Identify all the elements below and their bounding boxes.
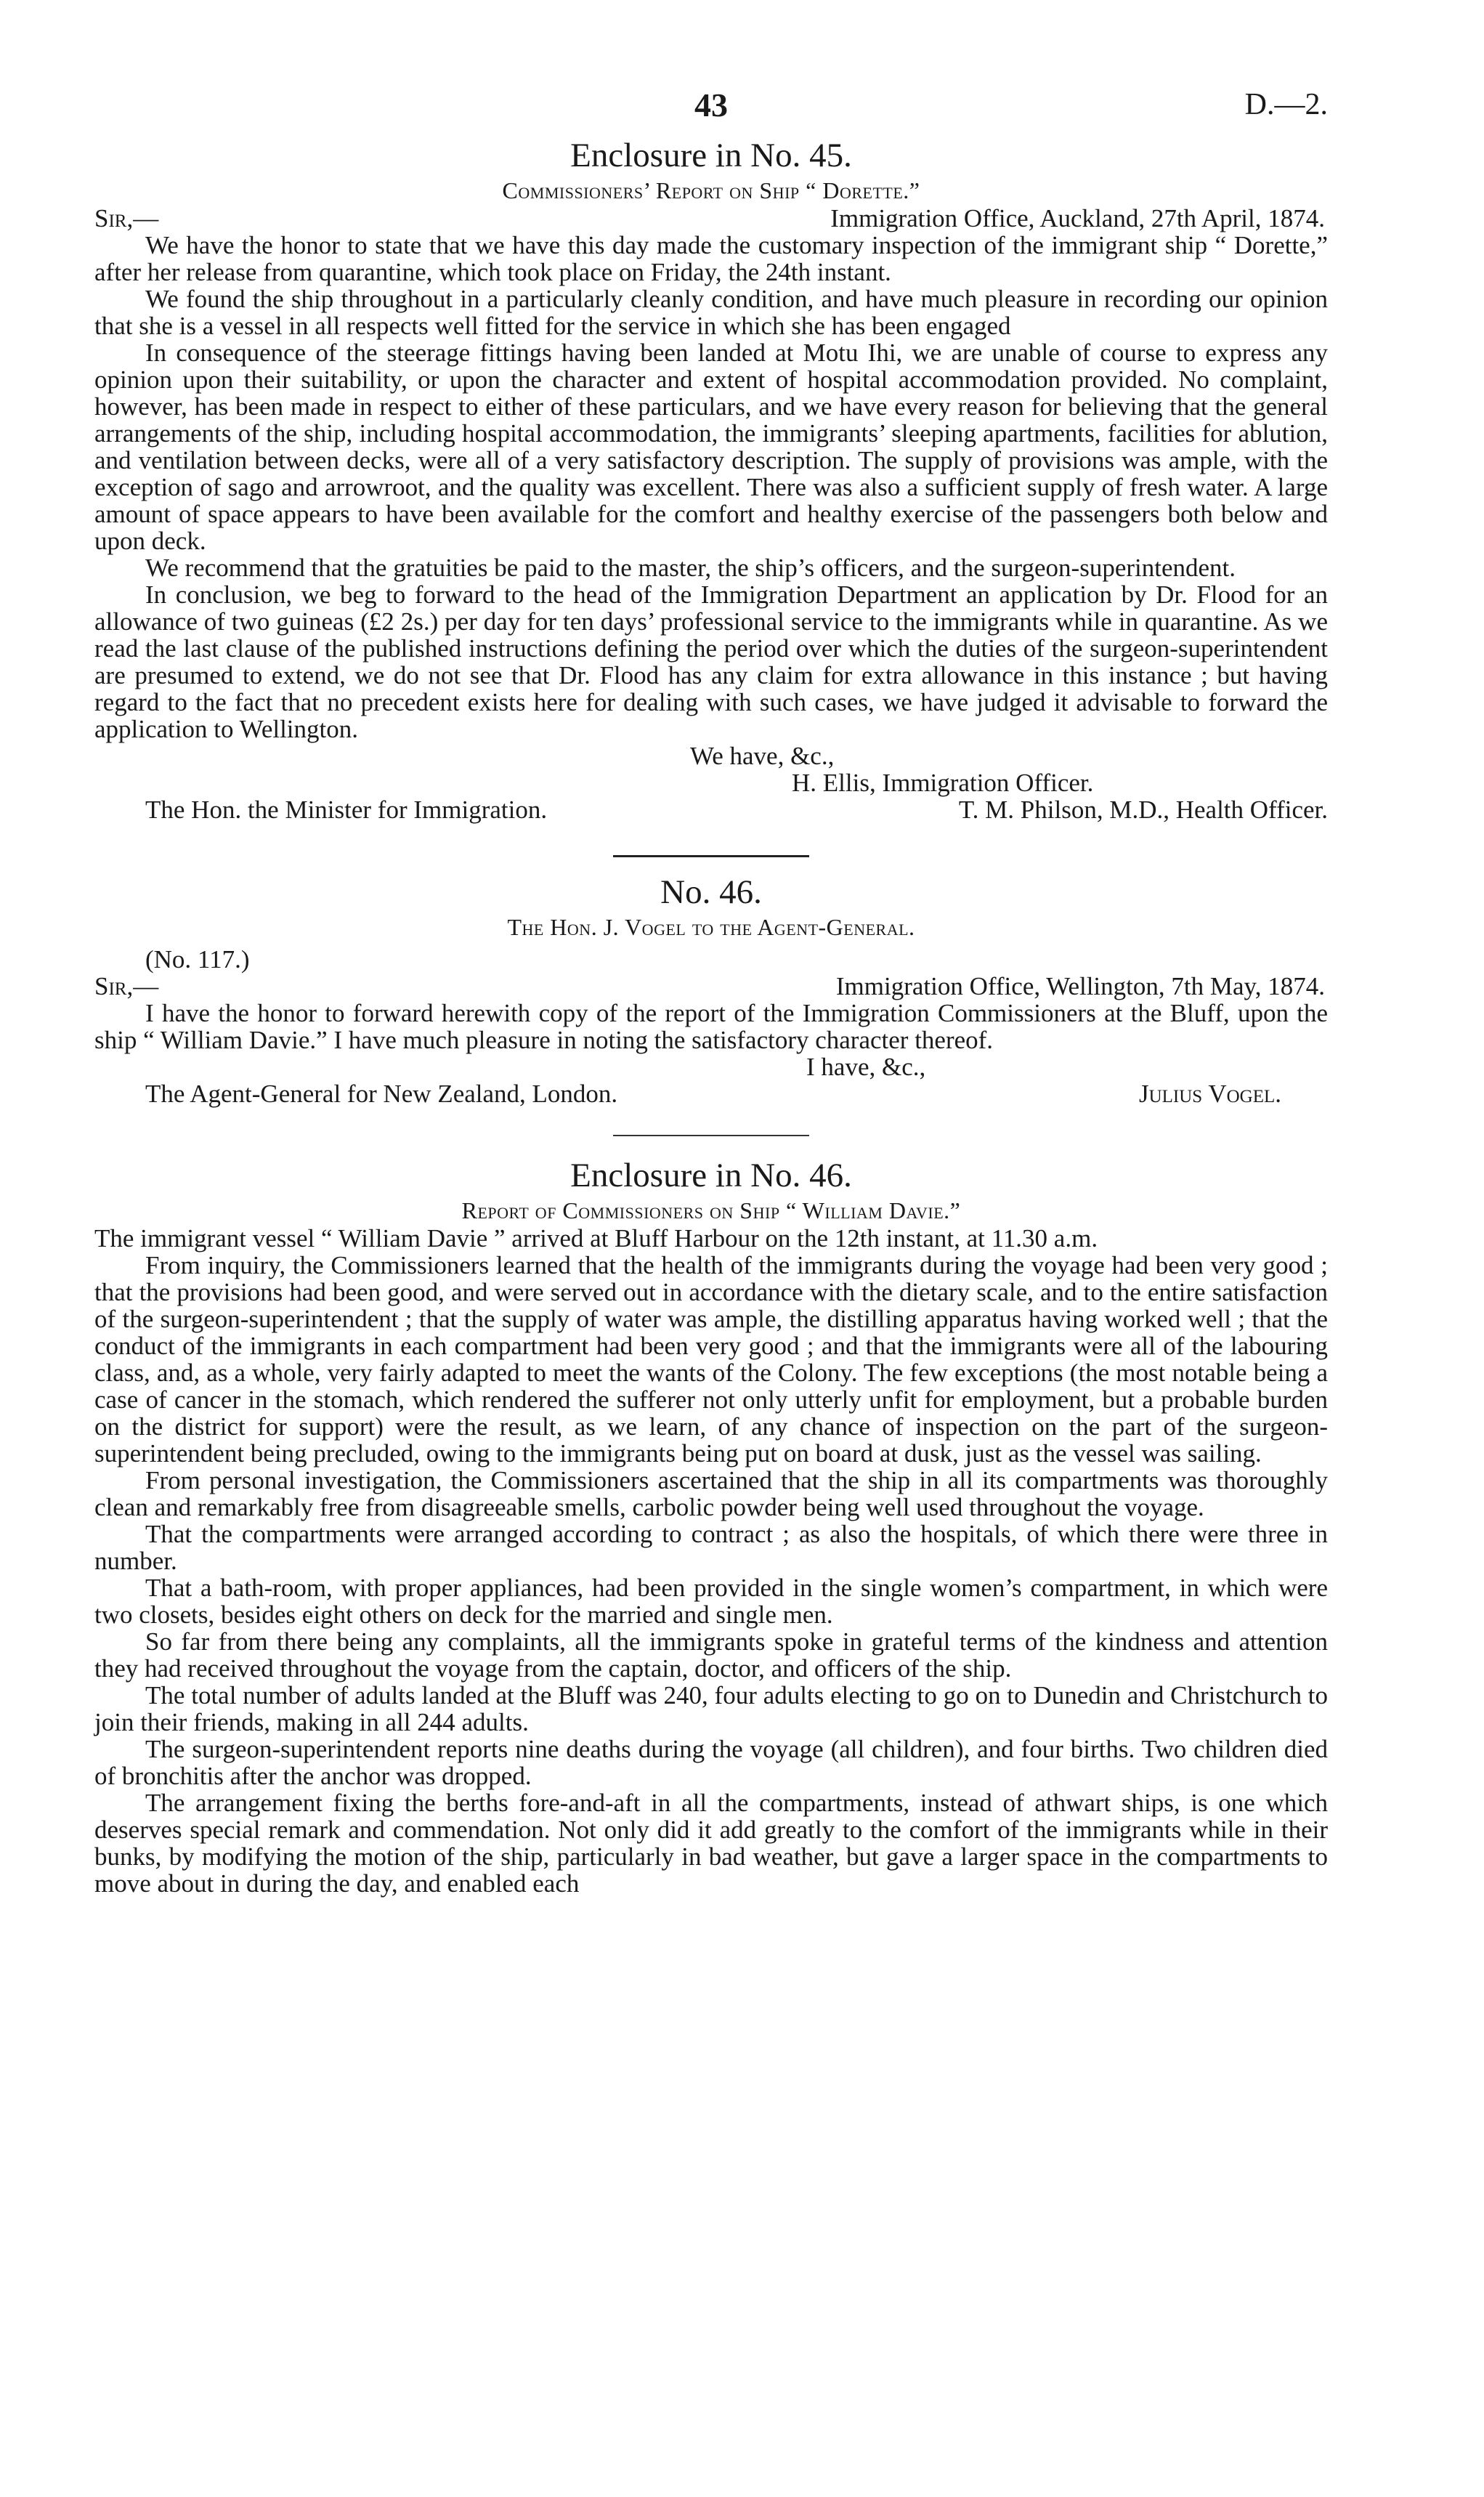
salutation: Sir,— bbox=[94, 204, 159, 232]
enclosure-45-subheading: Commissioners’ Report on Ship “ Dorette.” bbox=[502, 177, 920, 203]
paragraph: That the compartments were arranged according to contract ; as also the hospitals, of which there were three in number. bbox=[94, 1520, 1328, 1575]
salutation: Sir,— bbox=[94, 972, 159, 1000]
no-46-subheading: The Hon. J. Vogel to the Agent-General. bbox=[507, 914, 915, 940]
paragraph: In conclusion, we beg to forward to the head of the Immigration Department an application by Dr. Flood for an allowance of two guineas (£2 2s.) per day for ten days’ professional service to the immigrants while in quarantine. As we read the last clause of the published instructions defining the period over which the duties of the surgeon-superintendent are presumed to extend, we do not see that Dr. Flood has any claim for extra allowance in this instance ; but having regard to the fact that no precedent exists here for dealing with such cases, we have judged it advisable to forward the application to Wellington. bbox=[94, 580, 1328, 743]
paragraph: The total number of adults landed at the Bluff was 240, four adults electing to go on to Dunedin and Christchurch to join their friends, making in all 244 adults. bbox=[94, 1681, 1328, 1736]
paragraph: The surgeon-superintendent reports nine deaths during the voyage (all children), and four births. Two children died of bronchitis after the anchor was dropped. bbox=[94, 1735, 1328, 1790]
paragraph: The arrangement fixing the berths fore-and-aft in all the compartments, instead of athwart ships, is one which deserves special remark and commendation. Not only did it add greatly to the comfort of the immigrants while in their bunks, by modifying the motion of the ship, particularly in bad weather, but gave a larger space in the compartments to move about in during the day, and enabled each bbox=[94, 1789, 1328, 1898]
addressee-signature-row bbox=[94, 796, 1328, 823]
paragraph: I have the honor to forward herewith copy of the report of the Immigration Commissioners at the Bluff, upon the ship “ William Davie.” I have much pleasure in noting the satisfactory character thereof. bbox=[94, 999, 1328, 1054]
section-divider bbox=[613, 855, 809, 857]
paragraph: That a bath-room, with proper appliances, had been provided in the single women’s compartment, in which were two closets, besides eight others on deck for the married and single men. bbox=[94, 1574, 1328, 1629]
salutation-line bbox=[94, 205, 1328, 232]
paragraph: In consequence of the steerage fittings having been landed at Motu Ihi, we are unable of course to express any opinion upon their suitability, or upon the character and extent of hospital accommodation provided. No complaint, however, has been made in respect to either of these particulars, and we have every reason for believing that the general arrangements of the ship, including hospital accommodation, the immigrants’ sleeping apartments, facilities for ablution, and ventilation between decks, were all of a very satisfactory description. The supply of provisions was ample, with the exception of sago and arrowroot, and the quality was excellent. There was also a sufficient supply of fresh water. A large amount of space appears to have been available for the comfort and healthy exercise of the passengers both below and upon deck. bbox=[94, 339, 1328, 555]
paragraph: We found the ship throughout in a particularly cleanly condition, and have much pleasure in recording our opinion that she is a vessel in all respects well fitted for the service in which she has been engaged bbox=[94, 285, 1328, 340]
dateline: Immigration Office, Wellington, 7th May, 1874. bbox=[835, 972, 1325, 1000]
letter-no-46 bbox=[94, 872, 1328, 1107]
page-number: 43 bbox=[694, 86, 728, 124]
paragraph: We recommend that the gratuities be paid to the master, the ship’s officers, and the surgeon-superintendent. bbox=[145, 554, 1236, 582]
addressee-signature-row bbox=[94, 1080, 1328, 1107]
paragraph: From inquiry, the Commissioners learned that the health of the immigrants during the voyage had been very good ; that the provisions had been good, and were served out in accordance with the dietary scale, and to the entire satisfaction of the surgeon-superintendent ; that the supply of water was ample, the distilling apparatus having worked well ; that the conduct of the immigrants in each compartment had been very good ; and that the immigrants were all of the labouring class, and, as a whole, very fairly adapted to meet the wants of the Colony. The few exceptions (the most notable being a case of cancer in the stomach, which rendered the sufferer not only utterly unfit for employment, but a probable burden on the district for support) were the result, as we learn, of any chance of inspection on the part of the surgeon-superintendent being precluded, owing to the immigrants being put on board at dusk, just as the vessel was sailing. bbox=[94, 1251, 1328, 1468]
signature-vogel: Julius Vogel. bbox=[1138, 1080, 1281, 1108]
dateline: Immigration Office, Auckland, 27th April, 1874. bbox=[830, 204, 1325, 232]
paragraph: So far from there being any complaints, all the immigrants spoke in grateful terms of the kindness and attention they had received throughout the voyage from the captain, doctor, and officers of the ship. bbox=[94, 1627, 1328, 1683]
paragraph: From personal investigation, the Commissioners ascertained that the ship in all its compartments was thoroughly clean and remarkably free from disagreeable smells, carbolic powder being well used throughout the voyage. bbox=[94, 1466, 1328, 1521]
enclosure-46 bbox=[94, 1155, 1328, 1897]
section-divider bbox=[613, 1135, 809, 1136]
paragraph: We have the honor to state that we have this day made the customary inspection of the immigrant ship “ Dorette,” after her release from quarantine, which took place on Friday, the 24th instant. bbox=[94, 231, 1328, 286]
addressee: The Hon. the Minister for Immigration. bbox=[145, 796, 548, 824]
enclosure-46-subheading: Report of Commissioners on Ship “ William Davie.” bbox=[461, 1197, 961, 1223]
enclosure-45 bbox=[94, 135, 1328, 823]
paragraph: The immigrant vessel “ William Davie ” arrived at Bluff Harbour on the 12th instant, at 11.30 a.m. bbox=[94, 1224, 1098, 1252]
page-header bbox=[94, 86, 1328, 135]
enclosure-45-heading: Enclosure in No. 45. bbox=[570, 137, 852, 174]
signature-ellis: H. Ellis, Immigration Officer. bbox=[792, 769, 1094, 797]
document-reference: D.—2. bbox=[1244, 88, 1328, 121]
salutation-line bbox=[94, 973, 1328, 1000]
addressee: The Agent-General for New Zealand, London. bbox=[145, 1080, 618, 1108]
no-46-heading: No. 46. bbox=[660, 873, 762, 911]
closing: I have, &c., bbox=[806, 1053, 926, 1081]
letter-number: (No. 117.) bbox=[145, 945, 250, 974]
enclosure-46-heading: Enclosure in No. 46. bbox=[570, 1157, 852, 1194]
closing: We have, &c., bbox=[690, 742, 835, 770]
signature-philson: T. M. Philson, M.D., Health Officer. bbox=[958, 796, 1328, 824]
